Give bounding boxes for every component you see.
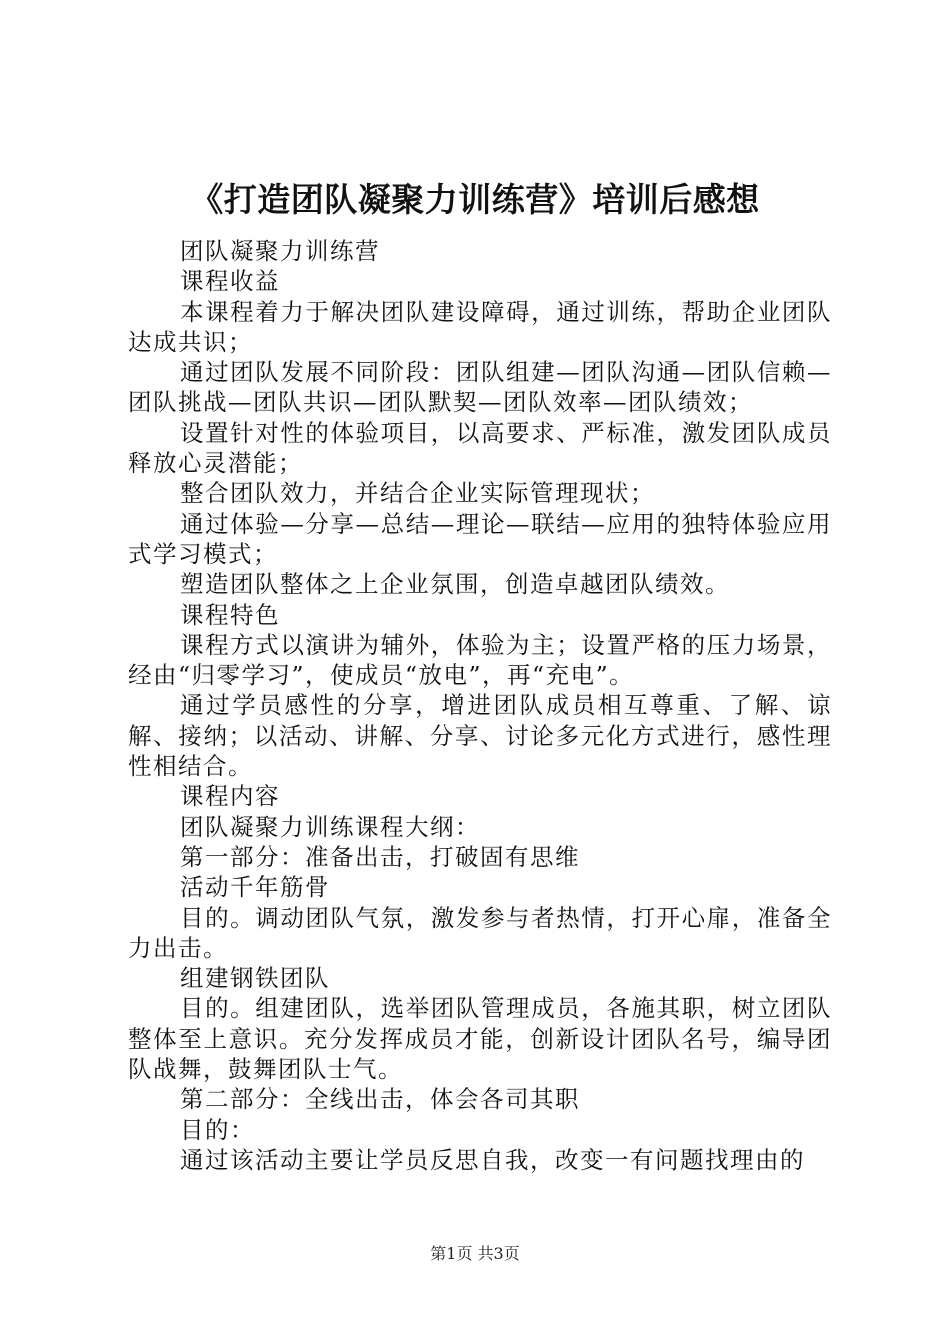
document-body — [128, 236, 832, 1175]
page-number: 第1页 共3页 — [430, 1244, 520, 1263]
section-heading: 课程内容 — [180, 782, 280, 811]
paragraph: 目的： — [180, 1115, 255, 1144]
paragraph: 目的。组建团队，选举团队管理成员，各施其职，树立团队整体至上意识。充分发挥成员才能，创新设计团队名号，编导团队战舞，鼓舞团队士气。 — [128, 994, 832, 1084]
paragraph: 本课程着力于解决团队建设障碍，通过训练，帮助企业团队达成共识； — [128, 297, 832, 356]
paragraph: 团队凝聚力训练课程大纲： — [180, 812, 480, 841]
paragraph: 通过该活动主要让学员反思自我，改变一有问题找理由的 — [180, 1145, 805, 1174]
paragraph: 团队凝聚力训练营 — [180, 237, 380, 265]
paragraph: 活动千年筋骨 — [180, 873, 330, 902]
paragraph: 设置针对性的体验项目，以高要求、严标准，激发团队成员释放心灵潜能； — [128, 418, 832, 478]
paragraph: 目的。调动团队气氛，激发参与者热情，打开心扉，准备全力出击。 — [128, 903, 832, 962]
paragraph: 第二部分：全线出击，体会各司其职 — [180, 1085, 580, 1114]
paragraph: 塑造团队整体之上企业氛围，创造卓越团队绩效。 — [180, 570, 730, 599]
section-heading: 课程收益 — [180, 267, 280, 296]
paragraph: 整合团队效力，并结合企业实际管理现状； — [180, 479, 655, 508]
paragraph: 组建钢铁团队 — [180, 964, 330, 993]
paragraph: 通过体验—分享—总结—理论—联结—应用的独特体验应用式学习模式； — [128, 509, 832, 568]
section-heading: 课程特色 — [180, 600, 280, 629]
paragraph: 通过团队发展不同阶段：团队组建—团队沟通—团队信赖—团队挑战—团队共识—团队默契—团队效率—团队绩效； — [128, 358, 832, 417]
paragraph: 第一部分：准备出击，打破固有思维 — [180, 842, 580, 871]
document-title: 《打造团队凝聚力训练营》培训后感想 — [190, 180, 760, 219]
paragraph: 通过学员感性的分享，增进团队成员相互尊重、了解、谅解、接纳；以活动、讲解、分享、讨论多元化方式进行，感性理性相结合。 — [128, 691, 832, 781]
paragraph: 课程方式以演讲为辅外，体验为主；设置严格的压力场景，经由“归零学习”，使成员“放电”，再“充电”。 — [128, 630, 832, 690]
